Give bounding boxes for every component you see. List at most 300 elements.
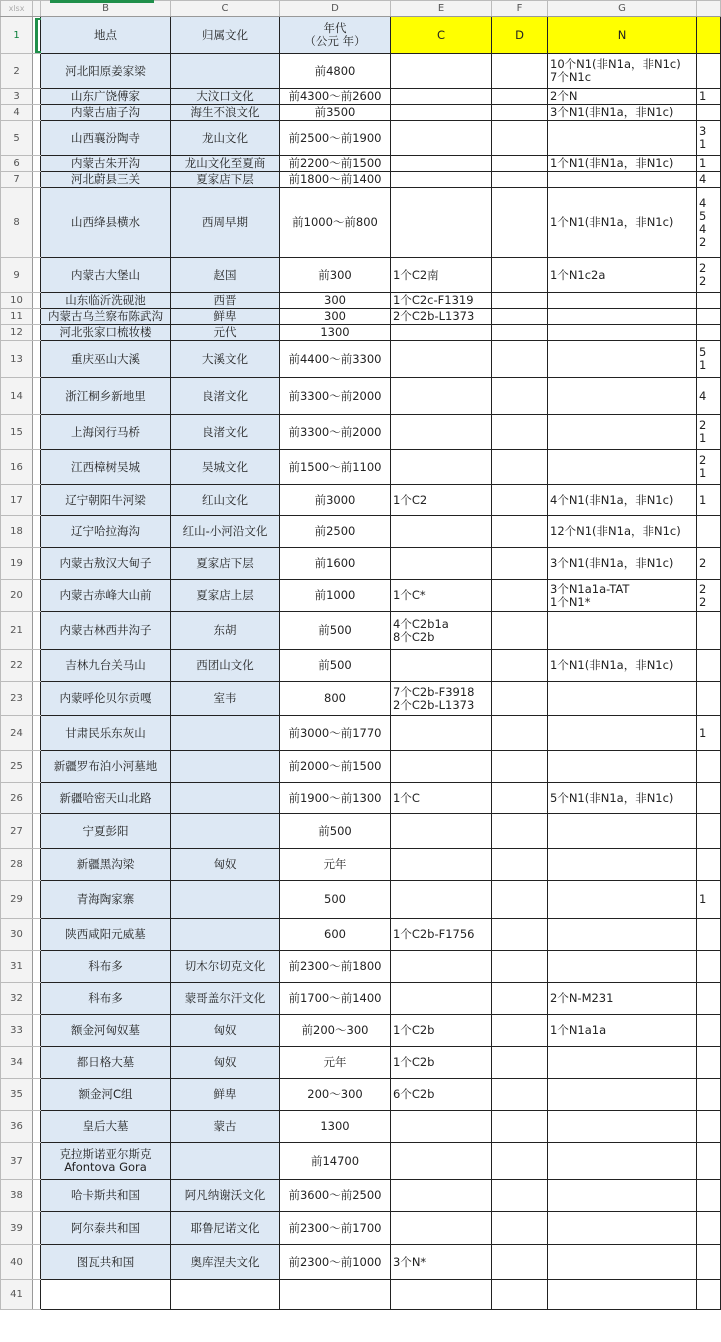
cell-culture[interactable]: 鲜卑 <box>171 309 280 325</box>
cell-date[interactable]: 前500 <box>280 814 391 849</box>
row-number[interactable]: 10 <box>1 293 33 309</box>
gutter-cell[interactable] <box>33 919 41 951</box>
cell-c[interactable]: 1个C2b <box>391 1047 492 1079</box>
gutter-cell[interactable] <box>33 951 41 983</box>
cell-next[interactable]: 3 1 <box>697 121 721 156</box>
gutter-cell[interactable] <box>33 516 41 548</box>
cell-date[interactable]: 300 <box>280 293 391 309</box>
cell-next[interactable] <box>697 751 721 783</box>
cell-d[interactable] <box>492 172 548 188</box>
cell-location[interactable]: 山西襄汾陶寺 <box>41 121 171 156</box>
cell-n[interactable] <box>548 612 697 650</box>
cell-next[interactable] <box>697 293 721 309</box>
row-number[interactable]: 1 <box>1 17 33 54</box>
row-number[interactable]: 32 <box>1 983 33 1015</box>
cell-culture[interactable]: 东胡 <box>171 612 280 650</box>
cell-c[interactable] <box>391 516 492 548</box>
cell-location[interactable]: 内蒙呼伦贝尔贡嘎 <box>41 682 171 716</box>
cell-d[interactable] <box>492 325 548 341</box>
cell-next[interactable]: 1 <box>697 485 721 516</box>
cell-c[interactable] <box>391 415 492 450</box>
cell-n[interactable] <box>548 325 697 341</box>
cell-d[interactable] <box>492 485 548 516</box>
cell-next[interactable]: 2 2 <box>697 580 721 612</box>
cell-n[interactable]: 5个N1(非N1a，非N1c) <box>548 783 697 814</box>
row-number[interactable]: 18 <box>1 516 33 548</box>
cell-date[interactable]: 前2000～前1500 <box>280 751 391 783</box>
cell-date[interactable]: 前500 <box>280 650 391 682</box>
cell-n[interactable] <box>548 309 697 325</box>
cell-d[interactable] <box>492 378 548 415</box>
cell-d[interactable] <box>492 1245 548 1280</box>
cell-culture[interactable]: 室韦 <box>171 682 280 716</box>
row-number[interactable]: 2 <box>1 54 33 89</box>
row-number[interactable]: 7 <box>1 172 33 188</box>
header-cell-d[interactable]: D <box>492 17 548 54</box>
empty-cell[interactable] <box>492 1280 548 1310</box>
cell-n[interactable] <box>548 121 697 156</box>
cell-c[interactable] <box>391 121 492 156</box>
cell-c[interactable] <box>391 325 492 341</box>
cell-d[interactable] <box>492 1111 548 1143</box>
cell-n[interactable] <box>548 814 697 849</box>
cell-date[interactable]: 300 <box>280 309 391 325</box>
cell-date[interactable]: 前1600 <box>280 548 391 580</box>
cell-c[interactable]: 2个C2b-L1373 <box>391 309 492 325</box>
cell-next[interactable] <box>697 1143 721 1180</box>
cell-n[interactable]: 2个N <box>548 89 697 105</box>
gutter-cell[interactable] <box>33 341 41 378</box>
cell-next[interactable] <box>697 849 721 881</box>
cell-culture[interactable] <box>171 716 280 751</box>
cell-n[interactable] <box>548 1180 697 1212</box>
cell-location[interactable]: 宁夏彭阳 <box>41 814 171 849</box>
cell-location[interactable]: 内蒙古乌兰察布陈武沟 <box>41 309 171 325</box>
cell-c[interactable] <box>391 751 492 783</box>
cell-c[interactable] <box>391 951 492 983</box>
cell-c[interactable] <box>391 450 492 485</box>
cell-location[interactable]: 河北蔚县三关 <box>41 172 171 188</box>
cell-date[interactable]: 前3500 <box>280 105 391 121</box>
cell-c[interactable] <box>391 1143 492 1180</box>
row-number[interactable]: 27 <box>1 814 33 849</box>
gutter-cell[interactable] <box>33 751 41 783</box>
cell-next[interactable] <box>697 919 721 951</box>
cell-d[interactable] <box>492 580 548 612</box>
cell-d[interactable] <box>492 1143 548 1180</box>
cell-date[interactable]: 前500 <box>280 612 391 650</box>
row-number[interactable]: 11 <box>1 309 33 325</box>
cell-c[interactable] <box>391 1180 492 1212</box>
cell-c[interactable] <box>391 548 492 580</box>
cell-culture[interactable]: 夏家店下层 <box>171 172 280 188</box>
row-number[interactable]: 38 <box>1 1180 33 1212</box>
row-number[interactable]: 24 <box>1 716 33 751</box>
gutter-cell[interactable] <box>33 1143 41 1180</box>
cell-location[interactable]: 甘肃民乐东灰山 <box>41 716 171 751</box>
cell-n[interactable]: 3个N1(非N1a，非N1c) <box>548 105 697 121</box>
cell-d[interactable] <box>492 983 548 1015</box>
cell-date[interactable]: 200～300 <box>280 1079 391 1111</box>
header-cell-date[interactable]: 年代 （公元 年） <box>280 17 391 54</box>
cell-culture[interactable]: 匈奴 <box>171 849 280 881</box>
cell-location[interactable]: 陕西咸阳元威墓 <box>41 919 171 951</box>
gutter-cell[interactable] <box>33 325 41 341</box>
cell-culture[interactable]: 良渚文化 <box>171 378 280 415</box>
cell-culture[interactable]: 夏家店上层 <box>171 580 280 612</box>
cell-next[interactable] <box>697 1212 721 1245</box>
cell-c[interactable]: 1个C2c-F1319 <box>391 293 492 309</box>
column-header-g[interactable]: G <box>548 1 697 17</box>
cell-location[interactable]: 浙江桐乡新地里 <box>41 378 171 415</box>
gutter-cell[interactable] <box>33 983 41 1015</box>
row-number[interactable]: 19 <box>1 548 33 580</box>
empty-cell[interactable] <box>280 1280 391 1310</box>
cell-next[interactable] <box>697 951 721 983</box>
row-number[interactable]: 31 <box>1 951 33 983</box>
column-header-h[interactable] <box>697 1 721 17</box>
select-all-corner[interactable]: xlsx <box>1 1 33 17</box>
cell-next[interactable] <box>697 1180 721 1212</box>
cell-next[interactable]: 5 1 <box>697 341 721 378</box>
cell-d[interactable] <box>492 1212 548 1245</box>
cell-c[interactable] <box>391 881 492 919</box>
cell-d[interactable] <box>492 121 548 156</box>
cell-c[interactable] <box>391 1111 492 1143</box>
cell-culture[interactable]: 匈奴 <box>171 1015 280 1047</box>
gutter-cell[interactable] <box>33 450 41 485</box>
column-header-f[interactable]: F <box>492 1 548 17</box>
cell-c[interactable]: 1个C2b <box>391 1015 492 1047</box>
cell-next[interactable]: 2 1 <box>697 450 721 485</box>
cell-date[interactable]: 元年 <box>280 1047 391 1079</box>
cell-n[interactable] <box>548 1111 697 1143</box>
cell-date[interactable]: 前200～300 <box>280 1015 391 1047</box>
cell-date[interactable]: 前2300～前1000 <box>280 1245 391 1280</box>
row-number[interactable]: 37 <box>1 1143 33 1180</box>
cell-location[interactable]: 科布多 <box>41 951 171 983</box>
gutter-cell[interactable] <box>33 1280 41 1310</box>
cell-c[interactable]: 1个C2 <box>391 485 492 516</box>
cell-d[interactable] <box>492 293 548 309</box>
cell-date[interactable]: 前2500～前1900 <box>280 121 391 156</box>
gutter-cell[interactable] <box>33 814 41 849</box>
cell-location[interactable]: 重庆巫山大溪 <box>41 341 171 378</box>
cell-n[interactable] <box>548 849 697 881</box>
cell-next[interactable]: 1 <box>697 716 721 751</box>
gutter-cell[interactable] <box>33 309 41 325</box>
cell-location[interactable]: 阿尔泰共和国 <box>41 1212 171 1245</box>
cell-culture[interactable]: 阿凡纳谢沃文化 <box>171 1180 280 1212</box>
gutter-cell[interactable] <box>33 293 41 309</box>
cell-n[interactable] <box>548 415 697 450</box>
row-number[interactable]: 39 <box>1 1212 33 1245</box>
cell-c[interactable] <box>391 716 492 751</box>
cell-date[interactable]: 前4300～前2600 <box>280 89 391 105</box>
cell-n[interactable] <box>548 341 697 378</box>
cell-culture[interactable]: 夏家店下层 <box>171 548 280 580</box>
cell-location[interactable]: 山东临沂洗砚池 <box>41 293 171 309</box>
empty-cell[interactable] <box>391 1280 492 1310</box>
cell-c[interactable] <box>391 1212 492 1245</box>
cell-location[interactable]: 山东广饶傅家 <box>41 89 171 105</box>
cell-culture[interactable]: 元代 <box>171 325 280 341</box>
cell-culture[interactable] <box>171 881 280 919</box>
cell-next[interactable] <box>697 814 721 849</box>
row-number[interactable]: 36 <box>1 1111 33 1143</box>
cell-culture[interactable]: 蒙哥盖尔汗文化 <box>171 983 280 1015</box>
cell-next[interactable] <box>697 105 721 121</box>
cell-location[interactable]: 新疆罗布泊小河墓地 <box>41 751 171 783</box>
cell-n[interactable]: 1个N1c2a <box>548 258 697 293</box>
cell-location[interactable]: 河北张家口梳妆楼 <box>41 325 171 341</box>
cell-culture[interactable]: 红山-小河沿文化 <box>171 516 280 548</box>
cell-date[interactable]: 500 <box>280 881 391 919</box>
cell-n[interactable] <box>548 919 697 951</box>
row-number[interactable]: 35 <box>1 1079 33 1111</box>
cell-next[interactable] <box>697 682 721 716</box>
cell-culture[interactable]: 大汶口文化 <box>171 89 280 105</box>
cell-d[interactable] <box>492 751 548 783</box>
cell-date[interactable]: 前4800 <box>280 54 391 89</box>
cell-n[interactable]: 1个N1(非N1a，非N1c) <box>548 188 697 258</box>
gutter-cell[interactable] <box>33 881 41 919</box>
row-number[interactable]: 41 <box>1 1280 33 1310</box>
header-cell-c[interactable]: C <box>391 17 492 54</box>
cell-culture[interactable]: 耶鲁尼诺文化 <box>171 1212 280 1245</box>
cell-next[interactable]: 4 <box>697 172 721 188</box>
cell-next[interactable] <box>697 1111 721 1143</box>
row-number[interactable]: 21 <box>1 612 33 650</box>
cell-date[interactable]: 前4400～前3300 <box>280 341 391 378</box>
cell-c[interactable] <box>391 814 492 849</box>
cell-date[interactable]: 前3600～前2500 <box>280 1180 391 1212</box>
cell-d[interactable] <box>492 415 548 450</box>
cell-location[interactable]: 克拉斯诺亚尔斯克 Afontova Gora <box>41 1143 171 1180</box>
cell-date[interactable]: 前2500 <box>280 516 391 548</box>
row-number[interactable]: 20 <box>1 580 33 612</box>
cell-date[interactable]: 1300 <box>280 1111 391 1143</box>
cell-culture[interactable]: 蒙古 <box>171 1111 280 1143</box>
cell-d[interactable] <box>492 849 548 881</box>
cell-date[interactable]: 前3300～前2000 <box>280 378 391 415</box>
cell-next[interactable] <box>697 309 721 325</box>
cell-d[interactable] <box>492 951 548 983</box>
gutter-cell[interactable] <box>33 1245 41 1280</box>
cell-d[interactable] <box>492 89 548 105</box>
cell-d[interactable] <box>492 1180 548 1212</box>
row-number[interactable]: 14 <box>1 378 33 415</box>
cell-culture[interactable]: 海生不浪文化 <box>171 105 280 121</box>
cell-c[interactable]: 7个C2b-F3918 2个C2b-L1373 <box>391 682 492 716</box>
cell-c[interactable] <box>391 188 492 258</box>
cell-culture[interactable] <box>171 814 280 849</box>
cell-culture[interactable]: 奥库涅夫文化 <box>171 1245 280 1280</box>
cell-c[interactable] <box>391 849 492 881</box>
gutter-cell[interactable] <box>33 1111 41 1143</box>
cell-c[interactable]: 1个C2b-F1756 <box>391 919 492 951</box>
row-number[interactable]: 40 <box>1 1245 33 1280</box>
cell-next[interactable]: 1 <box>697 89 721 105</box>
cell-date[interactable]: 前1000 <box>280 580 391 612</box>
cell-next[interactable] <box>697 650 721 682</box>
cell-date[interactable]: 元年 <box>280 849 391 881</box>
row-number[interactable]: 29 <box>1 881 33 919</box>
cell-location[interactable]: 内蒙古朱开沟 <box>41 156 171 172</box>
cell-n[interactable]: 1个N1a1a <box>548 1015 697 1047</box>
cell-d[interactable] <box>492 341 548 378</box>
cell-d[interactable] <box>492 814 548 849</box>
cell-d[interactable] <box>492 1079 548 1111</box>
gutter-cell[interactable] <box>33 612 41 650</box>
row-number[interactable]: 25 <box>1 751 33 783</box>
gutter-cell[interactable] <box>33 89 41 105</box>
gutter-cell[interactable] <box>33 415 41 450</box>
cell-d[interactable] <box>492 783 548 814</box>
cell-d[interactable] <box>492 881 548 919</box>
row-number[interactable]: 3 <box>1 89 33 105</box>
row-number[interactable]: 6 <box>1 156 33 172</box>
cell-next[interactable]: 4 <box>697 378 721 415</box>
row-number[interactable]: 33 <box>1 1015 33 1047</box>
gutter-cell[interactable] <box>33 783 41 814</box>
column-header-d[interactable]: D <box>280 1 391 17</box>
cell-n[interactable] <box>548 378 697 415</box>
cell-location[interactable]: 内蒙古赤峰大山前 <box>41 580 171 612</box>
cell-culture[interactable]: 西团山文化 <box>171 650 280 682</box>
gutter-cell[interactable] <box>33 1047 41 1079</box>
cell-date[interactable]: 前2300～前1800 <box>280 951 391 983</box>
gutter-cell[interactable] <box>33 156 41 172</box>
cell-c[interactable]: 4个C2b1a 8个C2b <box>391 612 492 650</box>
cell-location[interactable]: 内蒙古庙子沟 <box>41 105 171 121</box>
row-number[interactable]: 13 <box>1 341 33 378</box>
cell-culture[interactable]: 红山文化 <box>171 485 280 516</box>
gutter-cell[interactable] <box>33 682 41 716</box>
cell-culture[interactable]: 赵国 <box>171 258 280 293</box>
row-number[interactable]: 28 <box>1 849 33 881</box>
column-header-c[interactable]: C <box>171 1 280 17</box>
cell-date[interactable]: 800 <box>280 682 391 716</box>
gutter-cell[interactable] <box>33 716 41 751</box>
cell-n[interactable]: 2个N-M231 <box>548 983 697 1015</box>
cell-n[interactable] <box>548 1079 697 1111</box>
cell-date[interactable]: 前1700～前1400 <box>280 983 391 1015</box>
row-number[interactable]: 22 <box>1 650 33 682</box>
row-number[interactable]: 26 <box>1 783 33 814</box>
cell-culture[interactable]: 大溪文化 <box>171 341 280 378</box>
cell-location[interactable]: 科布多 <box>41 983 171 1015</box>
cell-date[interactable]: 前3300～前2000 <box>280 415 391 450</box>
cell-n[interactable]: 3个N1(非N1a，非N1c) <box>548 548 697 580</box>
cell-c[interactable]: 1个C <box>391 783 492 814</box>
row-number[interactable]: 9 <box>1 258 33 293</box>
gutter-cell[interactable] <box>33 1079 41 1111</box>
cell-culture[interactable]: 西晋 <box>171 293 280 309</box>
cell-culture[interactable]: 吴城文化 <box>171 450 280 485</box>
cell-c[interactable]: 3个N* <box>391 1245 492 1280</box>
cell-d[interactable] <box>492 309 548 325</box>
cell-n[interactable] <box>548 881 697 919</box>
gutter-cell[interactable] <box>33 580 41 612</box>
cell-c[interactable] <box>391 341 492 378</box>
cell-n[interactable] <box>548 1047 697 1079</box>
cell-date[interactable]: 前1500～前1100 <box>280 450 391 485</box>
cell-c[interactable]: 1个C* <box>391 580 492 612</box>
cell-date[interactable]: 前1000～前800 <box>280 188 391 258</box>
cell-d[interactable] <box>492 716 548 751</box>
cell-next[interactable]: 1 <box>697 881 721 919</box>
empty-cell[interactable] <box>697 1280 721 1310</box>
cell-next[interactable] <box>697 783 721 814</box>
cell-c[interactable] <box>391 983 492 1015</box>
cell-c[interactable] <box>391 89 492 105</box>
cell-date[interactable]: 前1900～前1300 <box>280 783 391 814</box>
row-number[interactable]: 34 <box>1 1047 33 1079</box>
cell-date[interactable]: 1300 <box>280 325 391 341</box>
cell-next[interactable]: 2 2 <box>697 258 721 293</box>
cell-location[interactable]: 山西绛县横水 <box>41 188 171 258</box>
cell-location[interactable]: 上海闵行马桥 <box>41 415 171 450</box>
cell-d[interactable] <box>492 1047 548 1079</box>
empty-cell[interactable] <box>171 1280 280 1310</box>
cell-location[interactable]: 皇后大墓 <box>41 1111 171 1143</box>
cell-culture[interactable] <box>171 783 280 814</box>
cell-next[interactable]: 2 <box>697 548 721 580</box>
cell-c[interactable] <box>391 650 492 682</box>
cell-location[interactable]: 新疆黑沟梁 <box>41 849 171 881</box>
cell-culture[interactable]: 匈奴 <box>171 1047 280 1079</box>
cell-next[interactable] <box>697 1079 721 1111</box>
cell-culture[interactable]: 良渚文化 <box>171 415 280 450</box>
row-number[interactable]: 4 <box>1 105 33 121</box>
cell-n[interactable] <box>548 450 697 485</box>
cell-d[interactable] <box>492 919 548 951</box>
cell-next[interactable] <box>697 325 721 341</box>
header-cell-culture[interactable]: 归属文化 <box>171 17 280 54</box>
cell-c[interactable] <box>391 156 492 172</box>
cell-next[interactable] <box>697 1015 721 1047</box>
cell-n[interactable] <box>548 682 697 716</box>
cell-location[interactable]: 河北阳原姜家梁 <box>41 54 171 89</box>
cell-d[interactable] <box>492 54 548 89</box>
cell-d[interactable] <box>492 1015 548 1047</box>
gutter-cell[interactable] <box>33 172 41 188</box>
cell-d[interactable] <box>492 450 548 485</box>
cell-date[interactable]: 前3000～前1770 <box>280 716 391 751</box>
cell-n[interactable]: 10个N1(非N1a，非N1c) 7个N1c <box>548 54 697 89</box>
column-header-a[interactable] <box>33 1 41 17</box>
cell-d[interactable] <box>492 188 548 258</box>
cell-n[interactable] <box>548 751 697 783</box>
cell-next[interactable]: 1 <box>697 156 721 172</box>
cell-next[interactable] <box>697 1047 721 1079</box>
cell-date[interactable]: 前2300～前1700 <box>280 1212 391 1245</box>
row-number[interactable]: 16 <box>1 450 33 485</box>
gutter-cell[interactable] <box>33 188 41 258</box>
cell-c[interactable] <box>391 172 492 188</box>
cell-d[interactable] <box>492 650 548 682</box>
cell-culture[interactable]: 龙山文化至夏商 <box>171 156 280 172</box>
cell-culture[interactable] <box>171 919 280 951</box>
cell-n[interactable] <box>548 1212 697 1245</box>
cell-d[interactable] <box>492 548 548 580</box>
cell-culture[interactable]: 鲜卑 <box>171 1079 280 1111</box>
cell-n[interactable]: 1个N1(非N1a，非N1c) <box>548 650 697 682</box>
cell-d[interactable] <box>492 156 548 172</box>
row-number[interactable]: 17 <box>1 485 33 516</box>
cell-culture[interactable]: 龙山文化 <box>171 121 280 156</box>
